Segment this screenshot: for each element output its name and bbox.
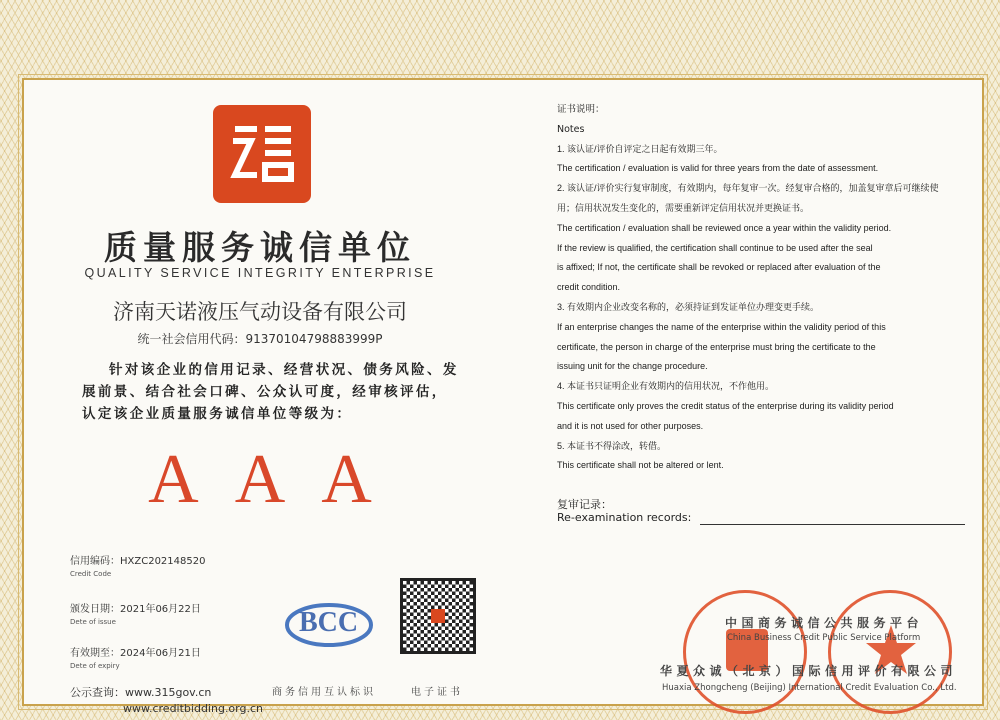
- credit-code-label-en: Credit Code: [70, 570, 112, 578]
- platform-seal-stamp: [683, 590, 807, 714]
- bcc-caption: 商务信用互认标识: [272, 687, 376, 698]
- statement: 针对该企业的信用记录、经营状况、债务风险、发展前景、结合社会口碑、公众认可度，经审核评估，认定该企业质量服务诚信单位等级为：: [82, 362, 459, 422]
- expiry-date-value: 有效期至：2024年06月21日: [70, 648, 201, 659]
- note-line: credit condition.: [557, 282, 621, 293]
- notes-heading-en: Notes: [557, 123, 585, 135]
- platform-name-en: China Business Credit Public Service Platform: [727, 633, 921, 643]
- qr-code[interactable]: [400, 578, 476, 654]
- expiry-date: [70, 644, 201, 670]
- public-query-url2[interactable]: www.creditbidding.org.cn: [123, 702, 263, 715]
- note-line: 3. 有效期内企业改变名称的，必须持证到发证单位办理变更手续。: [557, 301, 820, 312]
- note-line: 2. 该认证/评价实行复审制度，有效期内，每年复审一次。经复审合格的，加盖复审章后可继续使: [557, 183, 939, 194]
- notes-heading: 证书说明：: [557, 104, 605, 115]
- note-line: 1. 该认证/评价自评定之日起有效期三年。: [557, 143, 723, 154]
- certificate-title-en: QUALITY SERVICE INTEGRITY ENTERPRISE: [84, 266, 436, 280]
- unified-credit-code: 统一社会信用代码：91370104798883999P: [137, 332, 383, 346]
- issue-date-label-en: Dete of issue: [70, 618, 116, 626]
- reexam-label-en: Re-examination records:: [557, 511, 692, 524]
- qr-seal-icon: [431, 609, 445, 623]
- note-line: This certificate shall not be altered or lent.: [557, 460, 724, 471]
- issuer-company: 华夏众诚（北京）国际信用评价有限公司: [660, 664, 958, 678]
- notes: [557, 100, 987, 476]
- bcc-logo-text: BCC: [299, 607, 359, 638]
- note-line: 4. 本证书只证明企业有效期内的信用状况，不作他用。: [557, 381, 775, 392]
- certificate-title: 质量服务诚信单位: [104, 228, 416, 267]
- note-line: and it is not used for other purposes.: [557, 420, 704, 431]
- note-line: is affixed; If not, the certificate shall be revoked or replaced after evaluation of the: [557, 262, 881, 273]
- credit-code-value: 信用编码：HXZC202148520: [70, 556, 206, 567]
- issuer-company-en: Huaxia Zhongcheng (Beijing) International Credit Evaluation Co., Ltd.: [662, 683, 957, 693]
- note-line: certificate, the person in charge of the enterprise must bring the certificate to the: [557, 341, 876, 352]
- note-line: This certificate only proves the credit status of the enterprise during its validity period: [557, 400, 894, 411]
- reexam-line: [700, 524, 965, 525]
- note-line: The certification / evaluation shall be reviewed once a year within the validity period.: [557, 222, 892, 233]
- note-line: If an enterprise changes the name of the enterprise within the validity period of this: [557, 321, 886, 332]
- company-name: 济南天诺液压气动设备有限公司: [113, 300, 407, 324]
- reexam-label: 复审记录：: [557, 498, 612, 511]
- issue-date: [70, 600, 201, 626]
- note-line: If the review is qualified, the certification shall continue to be used after the seal: [557, 242, 873, 253]
- note-line: The certification / evaluation is valid for three years from the date of assessment.: [557, 163, 879, 174]
- issue-date-value: 颁发日期：2021年06月22日: [70, 604, 201, 615]
- bcc-logo: [285, 597, 373, 649]
- note-line: 5. 本证书不得涂改，转借。: [557, 440, 667, 451]
- credit-grade: AAA: [148, 441, 408, 518]
- credit-seal-logo-icon: [213, 105, 311, 203]
- note-line: 用；信用状况发生变化的，需要重新评定信用状况并更换证书。: [557, 202, 810, 213]
- qr-caption: 电子证书: [411, 687, 463, 698]
- credit-code: [70, 552, 205, 578]
- public-query[interactable]: 公示查询：www.315gov.cn: [70, 686, 212, 699]
- company-seal-stamp: [828, 590, 952, 714]
- platform-name: 中国商务诚信公共服务平台: [725, 616, 924, 630]
- note-line: issuing unit for the change procedure.: [557, 361, 708, 372]
- expiry-date-label-en: Dete of expiry: [70, 662, 120, 670]
- reexam: [557, 498, 691, 524]
